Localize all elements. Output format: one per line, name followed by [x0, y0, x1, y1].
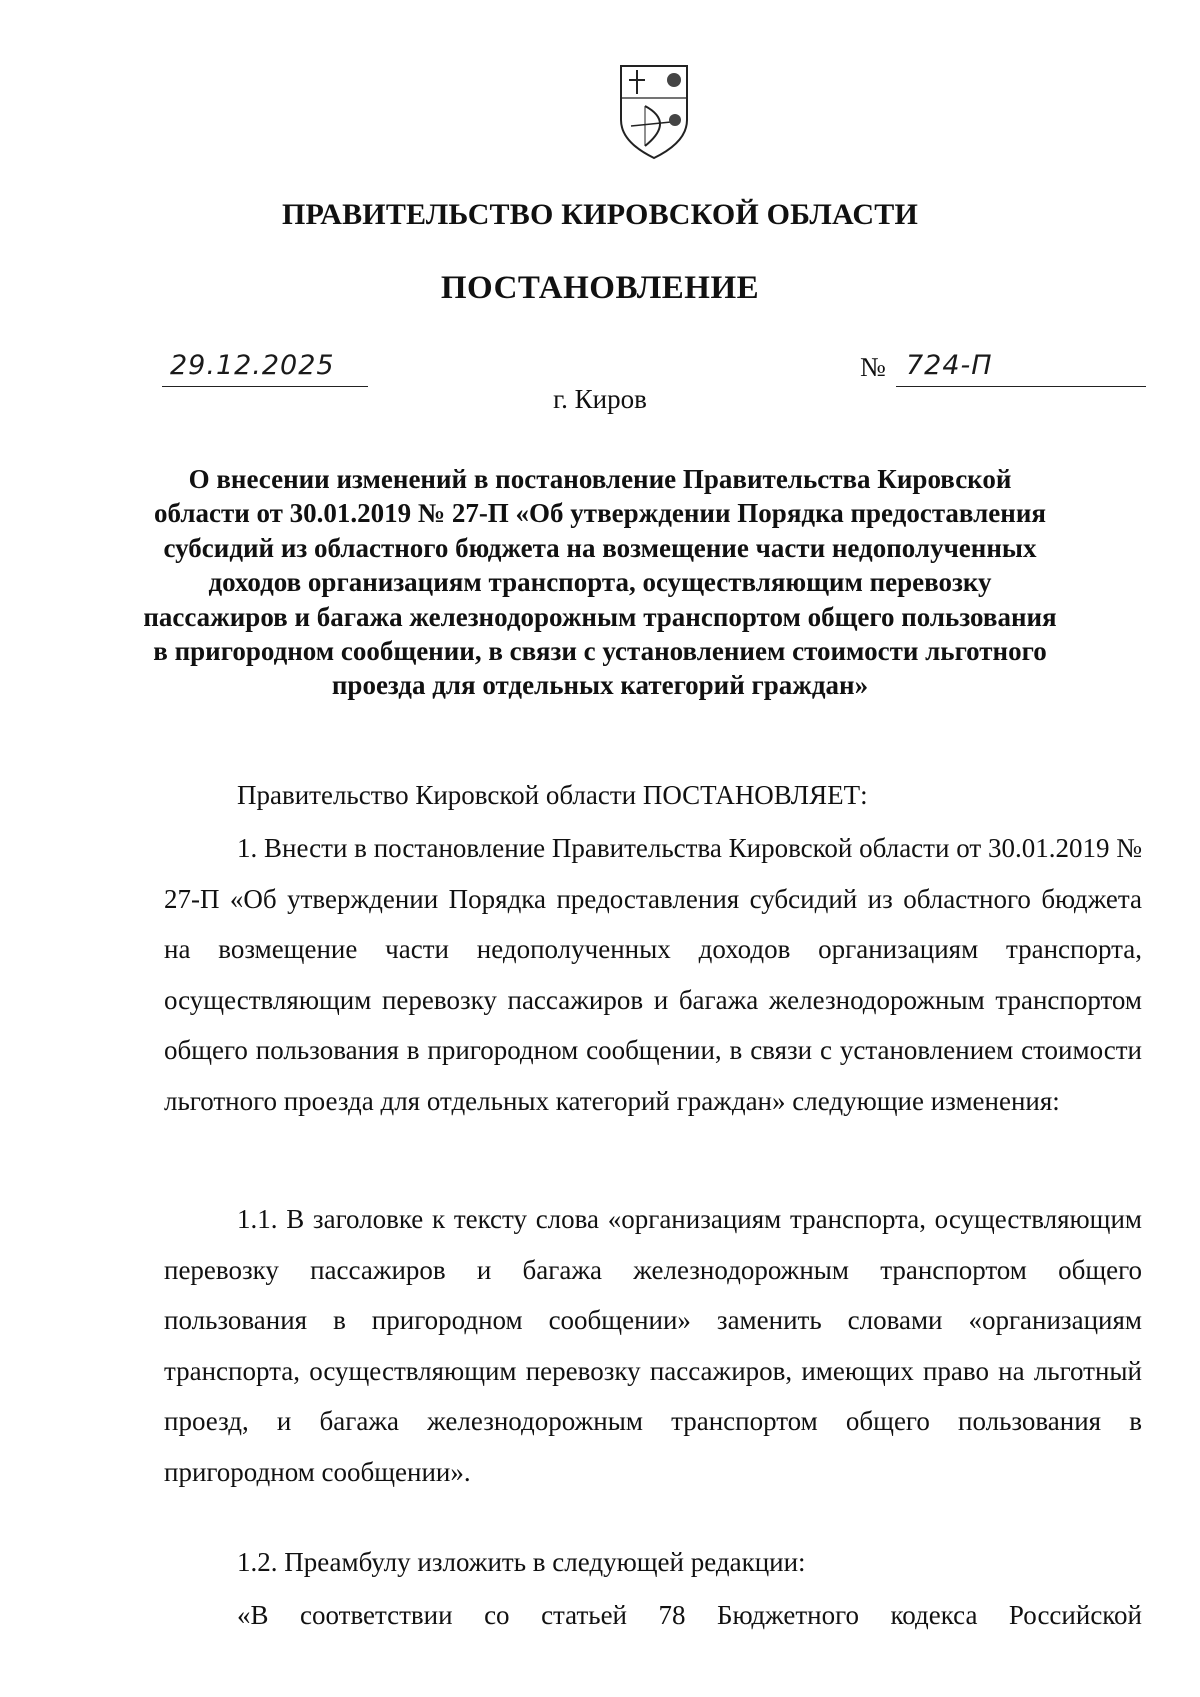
document-type: ПОСТАНОВЛЕНИЕ: [440, 270, 760, 306]
item-1-2: 1.2. Преамбулу изложить в следующей редакции:: [237, 1547, 806, 1577]
organization-name: ПРАВИТЕЛЬСТВО КИРОВСКОЙ ОБЛАСТИ: [282, 198, 918, 231]
date-field: [162, 352, 368, 387]
number-label: №: [860, 352, 886, 382]
document-number: 724-П: [906, 350, 993, 381]
item-1: 1. Внести в постановление Правительства Кировской области от 30.01.2019 № 27-П «Об утверждении Порядка предоставления субсидий из областного бюджета на возмещение части недополученных доходов организациям транспорта, осуществляющим перевозку пассажиров и багажа железнодорожным транспортом общего пользования в пригородном сообщении, в связи с установлением стоимости льготного проезда для отдельных категорий граждан» следующие изменения:: [164, 833, 1142, 1116]
document-date: 29.12.2025: [170, 350, 335, 381]
document-title: О внесении изменений в постановление Правительства Кировской области от 30.01.2019 № 27-П «Об утверждении Порядка предоставления субсидий из областного бюджета на возмещение части недополученных доходов организациям транспорта, осуществляющим перевозку пассажиров и багажа железнодорожным транспортом общего пользования в пригородном сообщении, в связи с установлением стоимости льготного проезда для отдельных категорий граждан»: [143, 464, 1057, 701]
preamble-quote: «В соответствии со статьей 78 Бюджетного кодекса Российской: [237, 1600, 1142, 1630]
item-1-1: 1.1. В заголовке к тексту слова «организациям транспорта, осуществляющим перевозку пассажиров и багажа железнодорожным транспортом общего пользования в пригородном сообщении» заменить словами «организациям транспорта, осуществляющим перевозку пассажиров, имеющих право на льготный проезд, и багажа железнодорожным транспортом общего пользования в пригородном сообщении».: [164, 1204, 1142, 1487]
city: г. Киров: [553, 384, 647, 414]
coat-of-arms-icon: [617, 62, 691, 162]
resolution-intro: Правительство Кировской области ПОСТАНОВЛЯЕТ:: [237, 780, 868, 810]
number-field: [896, 352, 1146, 387]
